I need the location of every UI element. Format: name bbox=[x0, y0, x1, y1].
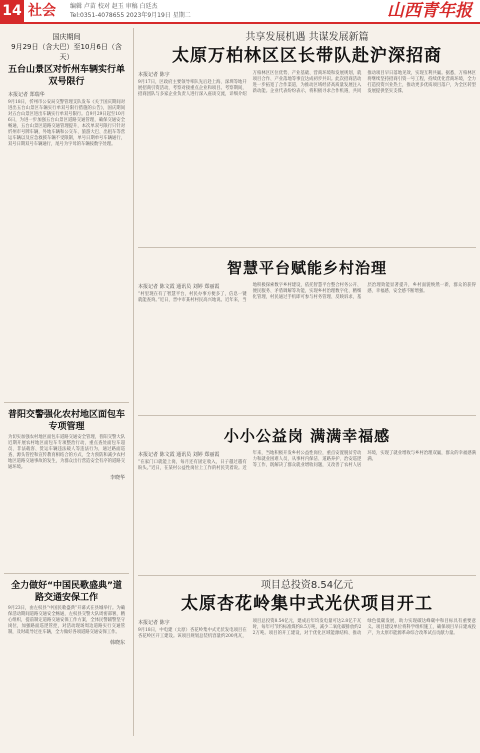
article-body: “在家门口就能上岗，每月还有固定收入，日子越过越有盼头。”近日，在某村公益性岗位上工作的村民笑着说。近年来，当地积极开发乡村公益性岗位，重点安置脱贫劳动力和就业困难人员，从事村内保洁、道路养护、治安巡逻等工作，既解决了群众就业增收问题，又改善了农村人居环境，实现了就业增收与乡村治理双赢，群众的幸福感满满。 bbox=[138, 451, 476, 471]
article-body: 为切实加强农村地区面包车道路交通安全管理，普阳交警大队近期开展农村地区面包车专项整治行动，重点查处面包车超员、非法载客、货运车辆违法载人等违法行为，通过路面巡查、源头管控和宣传教育相结合的方式，全力预防和减少农村地区道路交通事故的发生，为群众出行营造安全有序的道路交通环境。 bbox=[8, 435, 125, 470]
article-byline: 本报记者 郑瑞华 bbox=[8, 92, 45, 98]
article-byline: 本报记者 陈文霞 通讯员 刘婷 郑丽霞 bbox=[138, 452, 220, 458]
article-investment bbox=[138, 28, 476, 248]
left-column bbox=[4, 28, 129, 734]
article-title: 太原万柏林区区长带队赴沪深招商 bbox=[172, 46, 442, 66]
article-wutai-traffic bbox=[4, 28, 129, 403]
newspaper-logo: 山西青年报 bbox=[387, 1, 472, 21]
article-author: 韩晓东 bbox=[109, 640, 125, 646]
section-name: 社会 bbox=[28, 3, 56, 19]
article-subtitle: 9月29日（含大巴）至10月6日（含天） bbox=[11, 43, 122, 61]
article-body: 9月23日，由左权县“中国民歌盛典”开幕式在县城举行。为确保活动期间道路交通安全畅通，左权县交警大队周密部署，精心组织，提前制定道路交通安保工作方案，全体民警辅警坚守岗位，加强路面巡逻管控，对活动现场周边道路实行交通管制，及时疏导过往车辆，全力做好各项道路交通安保工作。 bbox=[8, 606, 125, 635]
article-columns bbox=[138, 619, 476, 640]
article-body: 9月18日，忻州市公安局交警管理支队发布《关于国庆期间对进出五台山景区车辆实行单双号限行措施的公告》，国庆期间对五台山景区进出车辆实行单双号限行。自9月29日起至10月6日，为进一步加强五台山景区道路交通管理，确保交通安全畅通，五台山景区道路交通管理提升，本次单双号限行只针对忻州市号牌车辆，外地车辆和公交车、旅游大巴、出租车等营运车辆以及应急救援车辆不受限制，单号日期单号车辆通行，双号日期双号车辆通行，尾号为字母的车辆按数字处理。 bbox=[8, 100, 125, 147]
article-solar-project bbox=[138, 576, 476, 753]
editors-line: 编辑 卢苗 校对 赵玉 审稿 白廷杰 bbox=[70, 3, 158, 10]
article-welfare-jobs bbox=[138, 416, 476, 576]
date-line: Tel:0351-4078655 2023年9月19日 星期二 bbox=[70, 12, 191, 19]
article-byline: 本报记者 陈宇 bbox=[138, 72, 170, 78]
article-body: 9月18日，中电建（太原）杏花岭集中式光伏发电项目在杏花岭区开工建设。该项目规划总装机容量约200兆瓦，项目总投资8.54亿元，建成后年均发电量可达2.8亿千瓦时，每年可节约标准煤约8.5万吨，减少二氧化碳排放约22万吨。项目的开工建设，对于优化区域能源结构、推动绿色低碳发展、助力实现碳达峰碳中和目标具有重要意义。项目建设单位将科学组织施工，确保项目早日建成投产，为太原市能源革命综合改革试点贡献力量。 bbox=[138, 619, 476, 639]
article-columns bbox=[138, 451, 476, 472]
article-body: “村里现在有了智慧平台，村民办事方便多了，信息一键就能查询。”近日，晋中市某村村民高兴地说。近年来，当地积极探索数字乡村建设，依托智慧平台整合村务公开、便民服务、矛盾调解等功能，实现乡村治理数字化、精细化管理，村民通过手机即可参与村务管理、反映诉求，基层治理效能显著提升，乡村面貌焕然一新，群众的获得感、幸福感、安全感不断增强。 bbox=[138, 283, 476, 303]
article-smart-platform bbox=[138, 248, 476, 416]
article-title: 五台山景区对忻州车辆实行单双号限行 bbox=[8, 65, 126, 87]
article-kicker: 项目总投资8.54亿元 bbox=[260, 580, 354, 591]
article-title: 普阳交警强化农村地区面包车专项管理 bbox=[8, 410, 126, 432]
article-van-safety bbox=[4, 403, 129, 574]
article-label: 国庆期间 bbox=[52, 33, 81, 41]
article-folk-song-security bbox=[4, 574, 129, 734]
article-title: 小小公益岗 满满幸福感 bbox=[223, 427, 391, 445]
article-byline: 本报记者 陈文霞 通讯员 刘婷 郑丽霞 bbox=[138, 284, 220, 290]
header-meta bbox=[70, 2, 191, 20]
article-title: 全力做好“中国民歌盛典”道路交通安保工作 bbox=[11, 581, 122, 603]
article-columns bbox=[138, 71, 476, 98]
article-columns bbox=[138, 283, 476, 304]
article-kicker: 共享发展机遇 共谋发展新篇 bbox=[245, 32, 369, 43]
main-area bbox=[138, 28, 476, 753]
page-number: 14 bbox=[0, 0, 24, 22]
article-byline: 本报记者 陈宇 bbox=[138, 620, 170, 626]
page-header bbox=[0, 0, 480, 24]
article-title: 智慧平台赋能乡村治理 bbox=[226, 259, 387, 277]
article-title: 太原杏花岭集中式光伏项目开工 bbox=[181, 594, 433, 614]
article-body: 9月17日，区政府主要领导率队先后赴上海、深圳等地开展招商引资活动，考察对接重点企业和项目。考察期间，招商团队与多家企业负责人进行深入座谈交流，详细介绍万柏林区区位优势、产业基础、营商环境和发展规划，就项目合作、产业落地等事宜达成初步共识。此次招商活动进一步拓宽了合作渠道，为推动区域经济高质量发展注入新动能。企业代表纷纷表示，将积极寻求合作机遇，共同推动项目早日落地见效，实现互利共赢。据悉，万柏林区将继续坚持招商引资一号工程，持续优化营商环境，全力打造投资兴业热土，推动更多优质项目落户，为全区转型发展提供坚实支撑。 bbox=[138, 71, 476, 97]
column-divider bbox=[133, 28, 134, 736]
article-author: 李晓华 bbox=[109, 475, 125, 481]
